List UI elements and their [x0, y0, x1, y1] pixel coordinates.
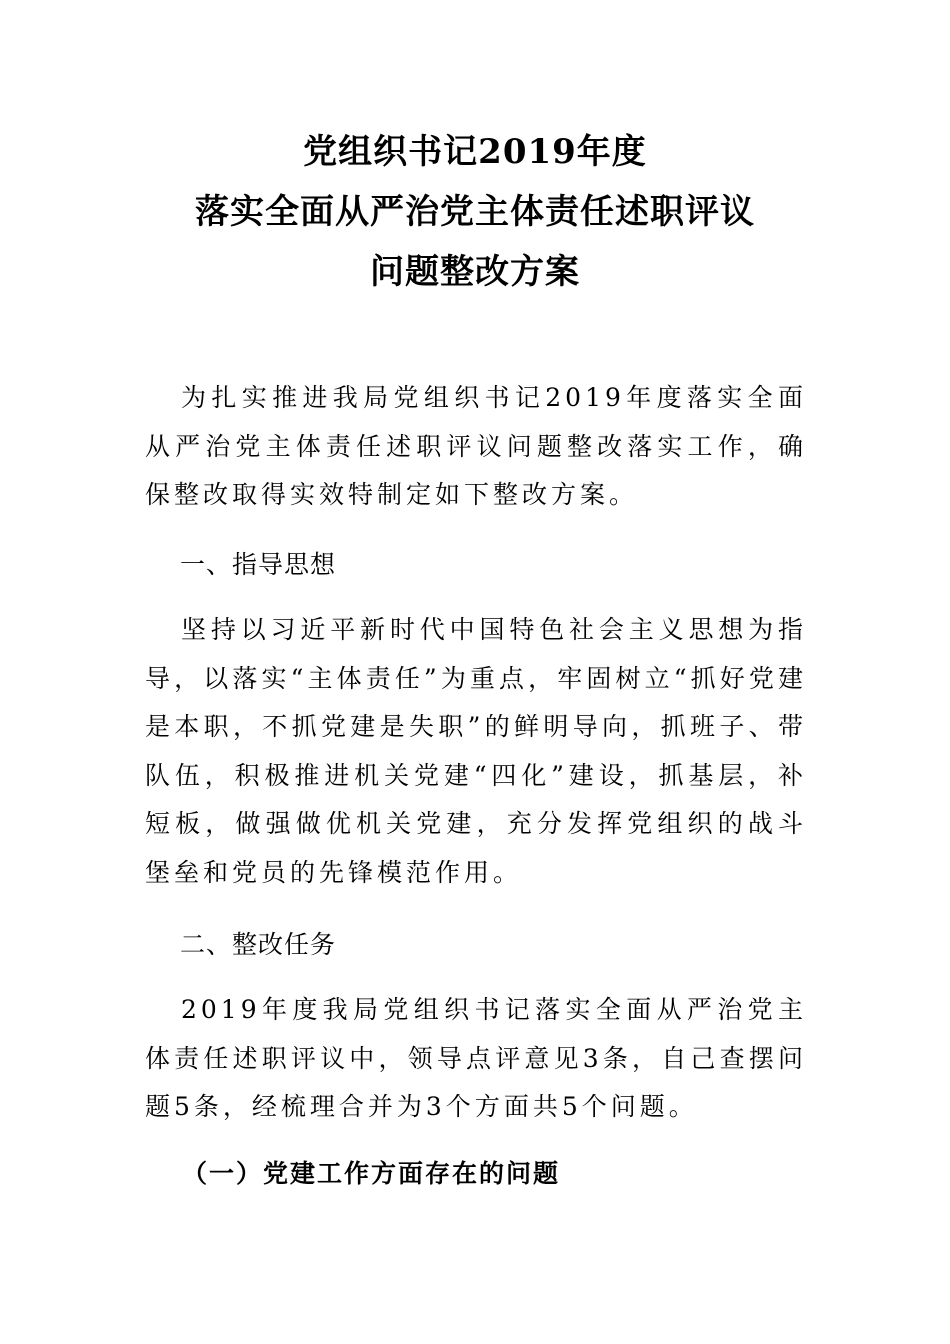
section-2-heading: 二、整改任务: [180, 930, 337, 959]
intro-paragraph: 为扎实推进我局党组织书记2019年度落实全面从严治党主体责任述职评议问题整改落实工作，确保整改取得实效特制定如下整改方案。: [145, 383, 807, 509]
title-line-1: 党组织书记2019年度: [303, 132, 647, 172]
title-line-2: 落实全面从严治党主体责任述职评议: [195, 192, 755, 232]
subsection-1-heading: （一）党建工作方面存在的问题: [182, 1159, 561, 1188]
section-2-paragraph: 2019年度我局党组织书记落实全面从严治党主体责任述职评议中，领导点评意见3条，自己查摆问题5条，经梳理合并为3个方面共5个问题。: [145, 995, 807, 1121]
section-1-paragraph: 坚持以习近平新时代中国特色社会主义思想为指导，以落实“主体责任”为重点，牢固树立“抓好党建是本职，不抓党建是失职”的鲜明导向，抓班子、带队伍，积极推进机关党建“四化”建设，抓基层，补短板，做强做优机关党建，充分发挥党组织的战斗堡垒和党员的先锋模范作用。: [145, 615, 807, 887]
section-1-heading: 一、指导思想: [180, 550, 337, 579]
title-line-3: 问题整改方案: [370, 252, 580, 292]
